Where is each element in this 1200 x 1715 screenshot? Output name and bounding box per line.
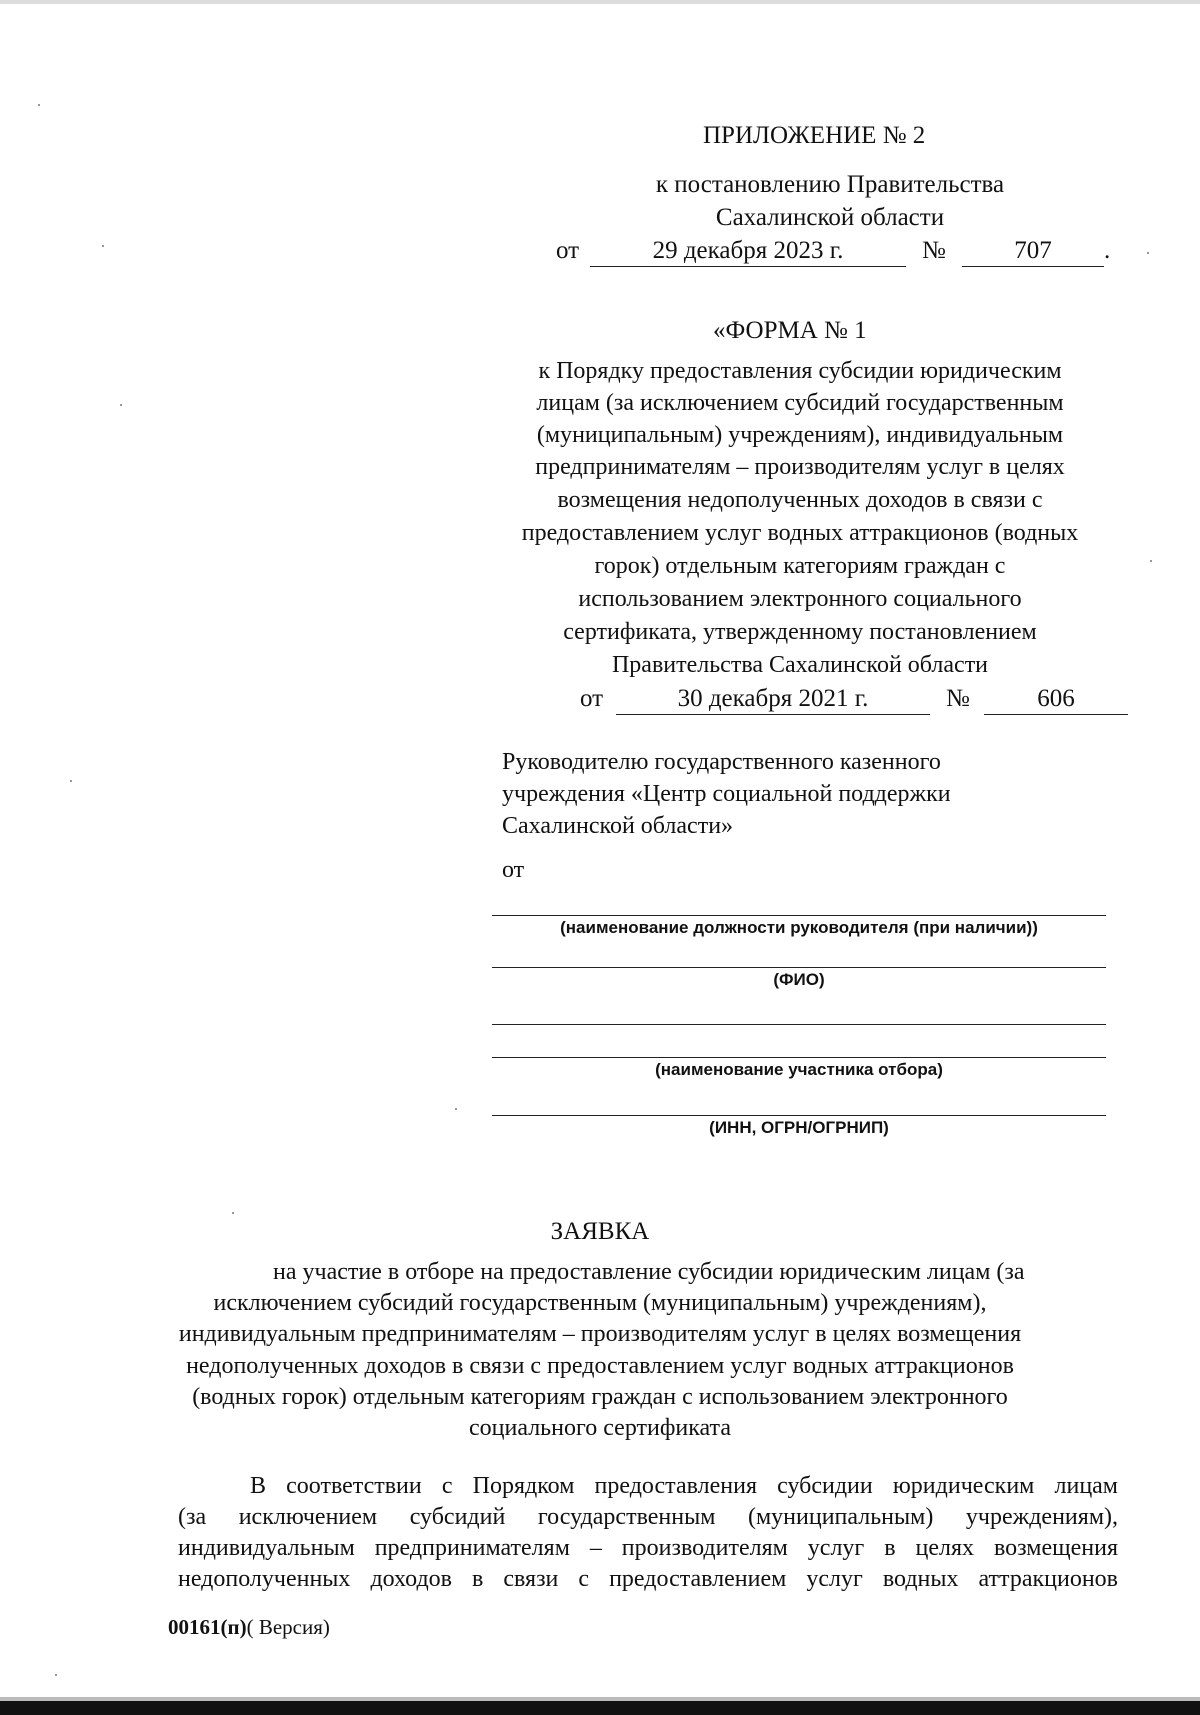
appendix-date-underline	[590, 266, 906, 267]
form-line-1: к Порядку предоставления субсидии юридическим	[538, 358, 1062, 384]
form-number-label: №	[946, 685, 970, 712]
scan-edge-bottom	[0, 1701, 1200, 1715]
scan-speck	[232, 1212, 234, 1214]
form-number-underline	[984, 714, 1128, 715]
form-from-label: от	[580, 685, 604, 712]
form-date: 30 декабря 2021 г.	[677, 685, 869, 712]
appendix-line-1: к постановлению Правительства	[655, 171, 1005, 198]
form-line-2: лицам (за исключением субсидий государственным	[536, 390, 1064, 416]
application-line-6: социального сертификата	[469, 1415, 731, 1441]
form-line-7: горок) отдельным категориям граждан с	[594, 553, 1006, 579]
body-line-3: индивидуальным предпринимателям – производителям услуг в целях возмещения	[178, 1535, 1118, 1561]
form-line-10: Правительства Сахалинской области	[611, 652, 989, 678]
addressee-line-3: Сахалинской области»	[502, 813, 734, 839]
body-line-1: В соответствии с Порядком предоставления субсидии юридическим лицам	[250, 1473, 1118, 1499]
fio-field-line[interactable]	[492, 967, 1106, 968]
form-title: «ФОРМА № 1	[713, 317, 867, 344]
participant-field-line-2[interactable]	[492, 1057, 1106, 1058]
scan-speck	[455, 1108, 457, 1110]
appendix-number-underline	[962, 266, 1104, 267]
form-line-4: предпринимателям – производителям услуг в целях	[535, 454, 1065, 480]
form-line-9: сертификата, утвержденному постановлением	[563, 619, 1037, 645]
application-line-5: (водных горок) отдельным категориям граждан с использованием электронного	[192, 1384, 1008, 1410]
scan-speck	[38, 104, 40, 106]
appendix-title: ПРИЛОЖЕНИЕ № 2	[703, 122, 926, 149]
appendix-date: 29 декабря 2023 г.	[652, 237, 844, 264]
participant-field-line-1[interactable]	[492, 1024, 1106, 1025]
application-line-4: недополученных доходов в связи с предоставлением услуг водных аттракционов	[186, 1353, 1014, 1379]
inn-field-line[interactable]	[492, 1115, 1106, 1116]
form-line-5: возмещения недополученных доходов в связи с	[557, 487, 1043, 513]
scan-edge-top	[0, 0, 1200, 4]
appendix-number-label: №	[922, 237, 946, 264]
scan-speck	[102, 245, 104, 247]
footer-code: 00161(п)	[168, 1615, 247, 1639]
addressee-line-1: Руководителю государственного казенного	[502, 749, 941, 775]
application-line-3: индивидуальным предпринимателям – производителям услуг в целях возмещения	[178, 1321, 1022, 1347]
body-line-4: недополученных доходов в связи с предоставлением услуг водных аттракционов	[178, 1566, 1118, 1592]
footer-version	[168, 1615, 330, 1640]
application-line-2: исключением субсидий государственным (муниципальным) учреждениям),	[213, 1290, 987, 1316]
position-caption: (наименование должности руководителя (при наличии))	[560, 918, 1038, 937]
inn-caption: (ИНН, ОГРН/ОГРНИП)	[709, 1118, 889, 1137]
scan-speck	[120, 404, 122, 406]
body-line-2: (за исключением субсидий государственным (муниципальным) учреждениям),	[178, 1504, 1118, 1530]
addressee-line-2: учреждения «Центр социальной поддержки	[502, 781, 951, 807]
appendix-from-label: от	[556, 237, 580, 264]
form-line-3: (муниципальным) учреждениям), индивидуальным	[536, 422, 1064, 448]
application-line-1: на участие в отборе на предоставление субсидии юридическим лицам (за	[273, 1259, 1025, 1285]
application-title: ЗАЯВКА	[550, 1218, 650, 1245]
position-field-line[interactable]	[492, 915, 1106, 916]
addressee-from-label: от	[502, 857, 525, 883]
appendix-end-dot: .	[1104, 237, 1111, 264]
appendix-line-2: Сахалинской области	[715, 204, 945, 231]
footer-version-text: ( Версия)	[246, 1615, 330, 1639]
appendix-number: 707	[1014, 237, 1052, 264]
fio-caption: (ФИО)	[773, 970, 825, 989]
form-date-underline	[616, 714, 930, 715]
scan-speck	[70, 780, 72, 782]
participant-caption: (наименование участника отбора)	[655, 1060, 943, 1079]
form-line-6: предоставлением услуг водных аттракционов (водных	[521, 520, 1079, 546]
scan-speck	[1150, 560, 1152, 562]
scan-speck	[55, 1674, 57, 1676]
form-number: 606	[1037, 685, 1075, 712]
scan-speck	[1147, 252, 1149, 254]
form-line-8: использованием электронного социального	[578, 586, 1022, 612]
